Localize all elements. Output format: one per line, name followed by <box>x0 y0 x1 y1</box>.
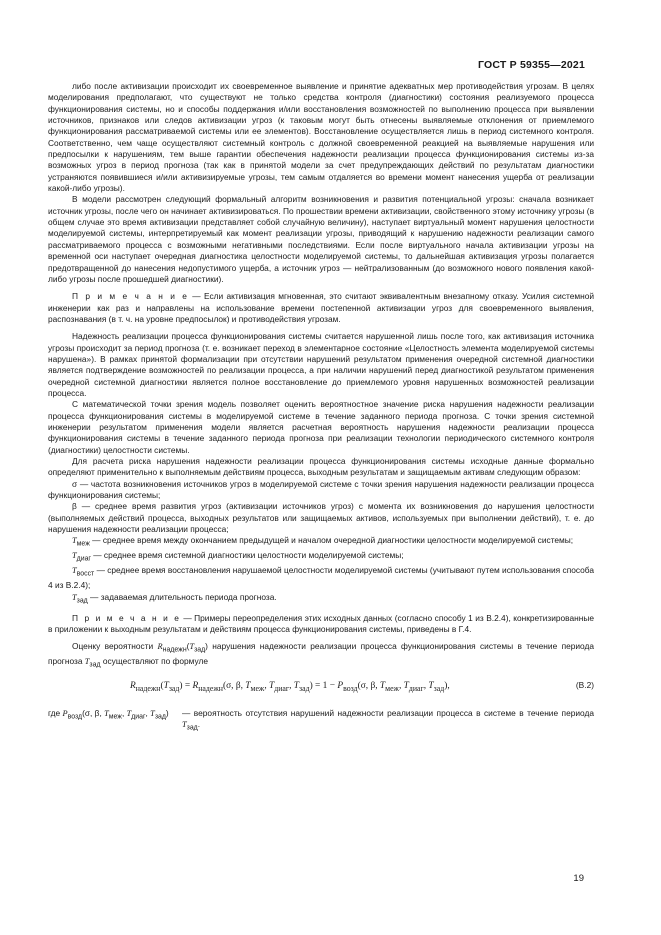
paragraph-1: либо после активизации происходит их своевременное выявление и принятие адекватных мер противодействия угрозам. В целях моделирования предполагают, что существуют не только средства контроля (диагностики) состояния реализуемого процесса функционирования системы, но и способы поддержания и/или восстановления возможностей по выполнению процесса при выявлении источников, признаков или следов активизации угроз (к таковым могут быть отнесены выявляемые отклонения от приемлемого функционирования рассматриваемой системы или ее элементов). Восстановление осуществляется лишь в период системного контроля. Соответственно, чем чаще осуществляют системный контроль с должной своевременной реакцией на выявляемые нарушения или предпосылки к нарушениям, тем выше гарантии обеспечения надежности реализации процесса функционирования системы из-за возможных угроз в период прогноза (так как в принятой модели за счет предупреждающих действий по результатам диагностики устраняются появившиеся и/или активизируемые угрозы, тем самым отдаляется во времени момент нанесения ущерба от реализации какой-либо угрозы). <box>48 81 594 194</box>
page-body <box>48 81 594 734</box>
formula-body: $R_{надежн}(T_{зад}) = R_{надежн}(\sigma$, β, $T_{меж}$, $T_{диаг}$, $T_{зад}) = 1 - P_{возд}(\sigma$, β, $T_{меж}$, $T_{диаг}$, $T_{зад}$), <box>130 681 450 694</box>
formula-explanation-text: — вероятность отсутствия нарушений надежности реализации процесса в системе в течение периода $T_{зад}$. <box>182 707 594 732</box>
note-2-label: П р и м е ч а н и е <box>72 612 181 623</box>
paragraph-2: В модели рассмотрен следующий формальный алгоритм возникновения и развития потенциальной угрозы: сначала возникает источник угрозы, после чего он начинает активизироваться. По прошествии времени активизации, свойственного этому источнику угрозы (в общем случае это время активизации представляет собой случайную величину), наступает виртуальный момент нарушения целостности моделируемой системы, интерпретируемый как момент реализации угрозы, приводящий к нарушению надежности реализации самого рассматриваемого процесса с возможными негативными последствиями. Если после виртуального начала активизации угрозы на временной оси наступает очередная диагностика целостности моделируемой системы, то дальнейшая активизация угрозы полагается предотвращенной до нанесения недопустимого ущерба, а источник угроз — нейтрализованным (до возможного нового появления какой-либо угрозы после прошедшей диагностики). <box>48 194 594 284</box>
definition-t-mezh: $T_{меж}$ — среднее время между окончанием предыдущей и началом очередной диагностики целостности моделируемой системы; <box>72 535 574 549</box>
definition-t-vosst: $T_{восст}$ — среднее время восстановления нарушаемой целостности моделируемой системы (учитывают путем использования способа 4 из В.2.4); <box>48 565 594 591</box>
paragraph-4: С математической точки зрения модель позволяет оценить вероятностное значение риска нарушения надежности реализации процесса функционирования системы в моделируемой системе в течение заданного периода прогноза. С точки зрения системной инженерии результатом применения модели является расчетная вероятность нарушения надежности реализации процесса функционирования системы в течение заданного периода прогноза при реализации технологии периодического системного контроля (диагностики) целостности системы. <box>48 399 594 455</box>
definition-beta: β — среднее время развития угроз (активизации источников угроз) с момента их возникновения до нарушения целостности (выполняемых действий процесса, выходных результатов или защищаемых активов, используемых при выполнении действий), т. е. до нарушения надежности реализации процесса; <box>48 501 594 535</box>
note-1-text: — Если активизация мгновенная, это считают эквивалентным внезапному отказу. Усилия системной инженерии как раз и направлены на использование времени постепенной активизации угроз для своевременного выявления, распознавания (в т. ч. на уровне предпосылок) и противодействия угрозам. <box>48 291 595 324</box>
formula-number: (В.2) <box>575 680 594 691</box>
definition-sigma: σ — частота возникновения источников угроз в моделируемой системе с точки зрения нарушения надежности реализации процесса функционирования системы; <box>48 478 594 501</box>
paragraph-3: Надежность реализации процесса функционирования системы считается нарушенной лишь после того, как активизация источника угрозы происходит за период прогноза (т. е. возникает переход в элементарное состояние «Целостность элемента моделируемой системы нарушена»). В рамках принятой формализации при отсутствии нарушений результатом применения очередной системной диагностики является подтверждение возможностей по реализации процесса, а при наличии нарушений перед диагностикой результатом применения очередной системной диагностики является полное восстановление до приемлемого уровня нарушенных возможностей реализации процесса. <box>48 331 594 398</box>
note-1-label: П р и м е ч а н и е <box>72 291 189 302</box>
definition-t-zad: $T_{зад}$ — задаваемая длительность периода прогноза. <box>72 591 277 605</box>
note-2 <box>48 613 594 636</box>
note-1 <box>48 291 594 325</box>
paragraph-6: Оценку вероятности $R_{надежн}(T_{зад})$ нарушения надежности реализации процесса функционирования системы в течение периода прогноза $T_{зад}$ осуществляют по формуле <box>48 641 594 670</box>
page-number: 19 <box>573 873 584 884</box>
note-2-text: — Примеры переопределения этих исходных данных (согласно способу 1 из В.2.4), конкретизированные в приложении к выходным результатам и действиям процесса функционирования системы, приведены в Г.4. <box>48 612 594 635</box>
document-id: ГОСТ Р 59355—2021 <box>477 59 585 71</box>
formula-b2 <box>48 680 594 694</box>
formula-explanation-symbol: где $P_{возд}(\sigma$, β, $T_{меж}$, $T_{диаг}$, $T_{зад}$) <box>48 707 169 721</box>
paragraph-5: Для расчета риска нарушения надежности реализации процесса функционирования системы исходные данные формально определяют применительно к выполняемым действиям процесса, выходным результатам и защищаемым активам следующим образом: <box>48 456 594 478</box>
definition-t-diag: $T_{диаг}$ — среднее время системной диагностики целостности моделируемой системы; <box>72 550 404 564</box>
formula-explanation <box>48 708 594 734</box>
